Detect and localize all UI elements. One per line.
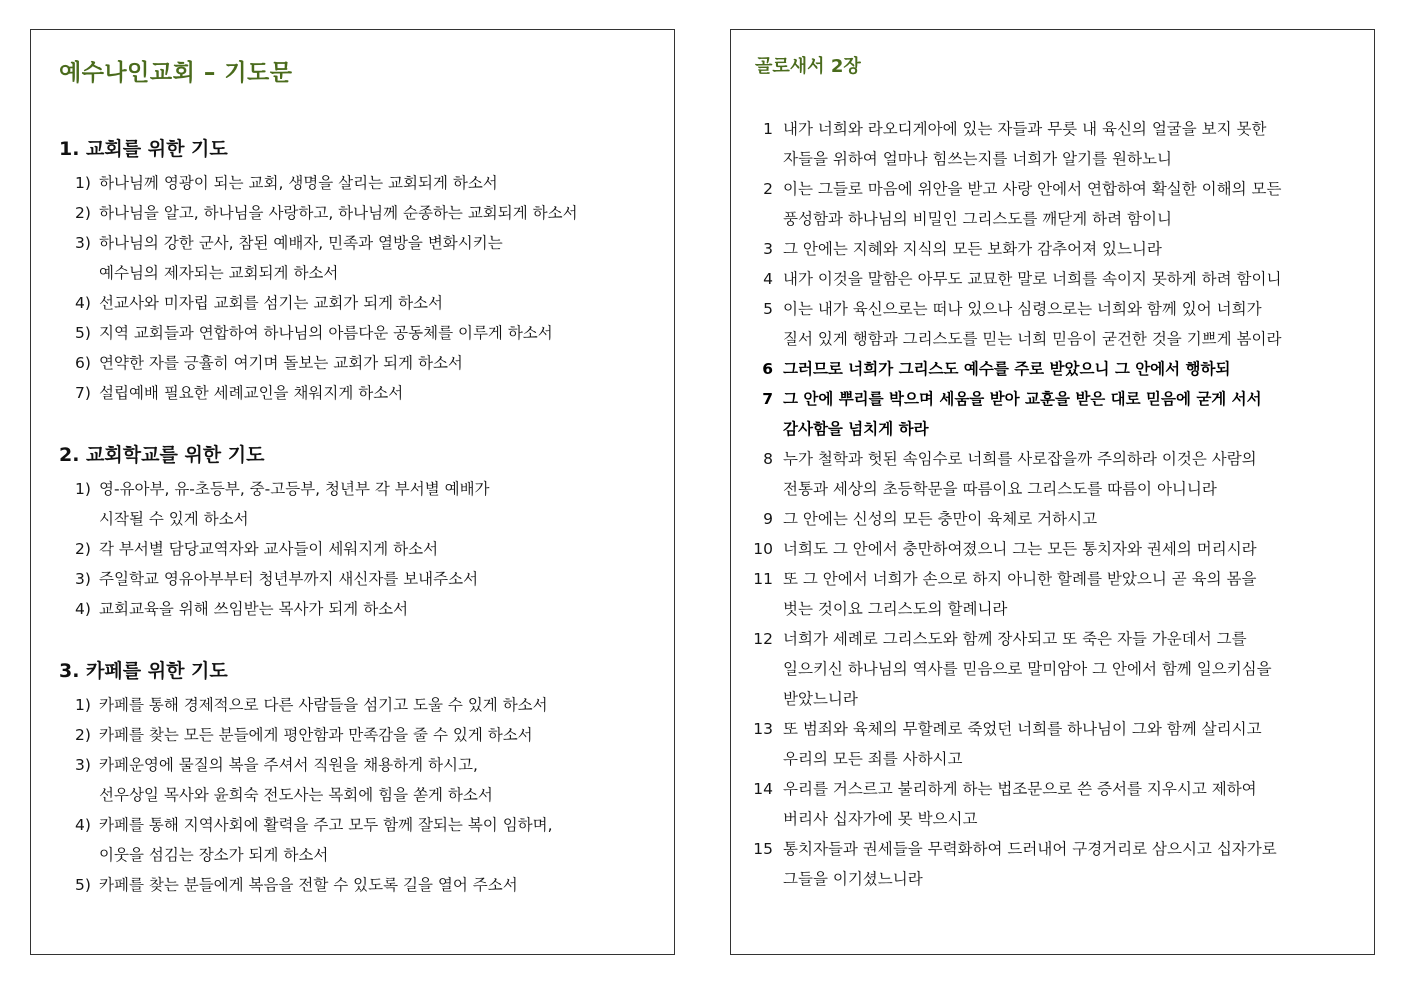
prayer-item-number: 4): [75, 816, 91, 834]
verse-line: 그 안에 뿌리를 박으며 세움을 받아 교훈을 받은 대로 믿음에 굳게 서서: [783, 390, 1262, 408]
verse-line: 우리를 거스르고 불리하게 하는 법조문으로 쓴 증서를 지우시고 제하여: [783, 780, 1257, 798]
prayer-item-line: 영-유아부, 유-초등부, 중-고등부, 청년부 각 부서별 예배가: [99, 480, 490, 498]
prayer-item-number: 4): [75, 600, 91, 618]
prayer-item-line: 선우상일 목사와 윤희숙 전도사는 목회에 힘을 쏟게 하소서: [99, 786, 493, 804]
prayer-item-line: 하나님의 강한 군사, 참된 예배자, 민족과 열방을 변화시키는: [99, 234, 503, 252]
verse-line: 이는 그들로 마음에 위안을 받고 사랑 안에서 연합하여 확실한 이해의 모든: [783, 180, 1282, 198]
prayer-item-number: 1): [75, 696, 91, 714]
verse-line: 너희도 그 안에서 충만하여졌으니 그는 모든 통치자와 권세의 머리시라: [783, 540, 1257, 558]
verse-line: 전통과 세상의 초등학문을 따름이요 그리스도를 따름이 아니니라: [783, 480, 1217, 498]
verse-line: 내가 이것을 말함은 아무도 교묘한 말로 너희를 속이지 못하게 하려 함이니: [783, 270, 1282, 288]
section-title: 1. 교회를 위한 기도: [59, 138, 228, 160]
verse-line: 너희가 세례로 그리스도와 함께 장사되고 또 죽은 자들 가운데서 그를: [783, 630, 1247, 648]
verse-number: 3: [763, 240, 773, 258]
prayer-page: [30, 29, 675, 955]
verse-number: 9: [763, 510, 773, 528]
verse-line: 이는 내가 육신으로는 떠나 있으나 심령으로는 너희와 함께 있어 너희가: [783, 300, 1262, 318]
prayer-item-number: 1): [75, 480, 91, 498]
verse-line: 그 안에는 지혜와 지식의 모든 보화가 감추어져 있느니라: [783, 240, 1162, 258]
verse-line: 그들을 이기셨느니라: [783, 870, 923, 888]
verse-number: 8: [763, 450, 773, 468]
page-title: 예수나인교회 – 기도문: [59, 60, 293, 86]
verse-number: 12: [753, 630, 773, 648]
verse-number: 15: [753, 840, 773, 858]
prayer-item-line: 각 부서별 담당교역자와 교사들이 세워지게 하소서: [99, 540, 439, 558]
section-title: 3. 카페를 위한 기도: [59, 660, 228, 682]
prayer-item-number: 7): [75, 384, 91, 402]
prayer-item-line: 설립예배 필요한 세례교인을 채워지게 하소서: [99, 384, 404, 402]
prayer-item-line: 시작될 수 있게 하소서: [99, 510, 249, 528]
prayer-item-number: 2): [75, 726, 91, 744]
verse-line: 또 그 안에서 너희가 손으로 하지 아니한 할례를 받았으니 곧 육의 몸을: [783, 570, 1257, 588]
verse-number: 5: [763, 300, 773, 318]
prayer-item-number: 3): [75, 570, 91, 588]
verse-line: 내가 너희와 라오디게아에 있는 자들과 무릇 내 육신의 얼굴을 보지 못한: [783, 120, 1267, 138]
verse-line: 버리사 십자가에 못 박으시고: [783, 810, 978, 828]
verse-line: 그러므로 너희가 그리스도 예수를 주로 받았으니 그 안에서 행하되: [783, 360, 1231, 378]
prayer-item-number: 1): [75, 174, 91, 192]
verse-line: 그 안에는 신성의 모든 충만이 육체로 거하시고: [783, 510, 1098, 528]
verse-line: 일으키신 하나님의 역사를 믿음으로 말미암아 그 안에서 함께 일으키심을: [783, 660, 1272, 678]
prayer-item-line: 하나님을 알고, 하나님을 사랑하고, 하나님께 순종하는 교회되게 하소서: [99, 204, 578, 222]
section-title: 2. 교회학교를 위한 기도: [59, 444, 265, 466]
verse-line: 벗는 것이요 그리스도의 할례니라: [783, 600, 1008, 618]
verse-number: 14: [753, 780, 773, 798]
verse-number: 13: [753, 720, 773, 738]
verse-number: 6: [762, 360, 773, 378]
verse-line: 받았느니라: [783, 690, 858, 708]
scripture-page: [730, 29, 1375, 955]
prayer-item-line: 주일학교 영유아부부터 청년부까지 새신자를 보내주소서: [99, 570, 479, 588]
prayer-item-line: 선교사와 미자립 교회를 섬기는 교회가 되게 하소서: [99, 294, 443, 312]
verse-line: 감사함을 넘치게 하라: [783, 420, 929, 438]
prayer-item-number: 4): [75, 294, 91, 312]
verse-number: 1: [763, 120, 773, 138]
prayer-item-number: 2): [75, 540, 91, 558]
verse-line: 또 범죄와 육체의 무할례로 죽었던 너희를 하나님이 그와 함께 살리시고: [783, 720, 1262, 738]
verse-number: 7: [762, 390, 773, 408]
verse-line: 풍성함과 하나님의 비밀인 그리스도를 깨닫게 하려 함이니: [783, 210, 1172, 228]
prayer-item-line: 카페를 통해 경제적으로 다른 사람들을 섬기고 도울 수 있게 하소서: [99, 696, 548, 714]
verse-number: 2: [763, 180, 773, 198]
prayer-item-line: 카페를 통해 지역사회에 활력을 주고 모두 함께 잘되는 복이 임하며,: [99, 816, 553, 834]
prayer-item-line: 카페를 찾는 분들에게 복음을 전할 수 있도록 길을 열어 주소서: [99, 876, 518, 894]
prayer-item-number: 5): [75, 324, 91, 342]
chapter-title: 골로새서 2장: [755, 56, 861, 77]
prayer-item-line: 연약한 자를 긍휼히 여기며 돌보는 교회가 되게 하소서: [99, 354, 463, 372]
verse-number: 4: [763, 270, 773, 288]
prayer-item-line: 카페운영에 물질의 복을 주셔서 직원을 채용하게 하시고,: [99, 756, 478, 774]
verse-line: 통치자들과 권세들을 무력화하여 드러내어 구경거리로 삼으시고 십자가로: [783, 840, 1277, 858]
prayer-item-number: 5): [75, 876, 91, 894]
verse-line: 자들을 위하여 얼마나 힘쓰는지를 너희가 알기를 원하노니: [783, 150, 1172, 168]
prayer-item-line: 교회교육을 위해 쓰임받는 목사가 되게 하소서: [99, 600, 409, 618]
prayer-item-number: 6): [75, 354, 91, 372]
verse-number: 11: [753, 570, 773, 588]
prayer-item-number: 3): [75, 756, 91, 774]
verse-line: 질서 있게 행함과 그리스도를 믿는 너희 믿음이 굳건한 것을 기쁘게 봄이라: [783, 330, 1282, 348]
verse-line: 누가 철학과 헛된 속임수로 너희를 사로잡을까 주의하라 이것은 사람의: [783, 450, 1257, 468]
prayer-item-line: 이웃을 섬김는 장소가 되게 하소서: [99, 846, 329, 864]
prayer-item-line: 예수님의 제자되는 교회되게 하소서: [99, 264, 339, 282]
prayer-item-line: 카페를 찾는 모든 분들에게 평안함과 만족감을 줄 수 있게 하소서: [99, 726, 533, 744]
verse-line: 우리의 모든 죄를 사하시고: [783, 750, 963, 768]
prayer-item-number: 2): [75, 204, 91, 222]
verse-number: 10: [753, 540, 773, 558]
prayer-item-line: 하나님께 영광이 되는 교회, 생명을 살리는 교회되게 하소서: [99, 174, 498, 192]
prayer-item-line: 지역 교회들과 연합하여 하나님의 아름다운 공동체를 이루게 하소서: [99, 324, 553, 342]
prayer-item-number: 3): [75, 234, 91, 252]
